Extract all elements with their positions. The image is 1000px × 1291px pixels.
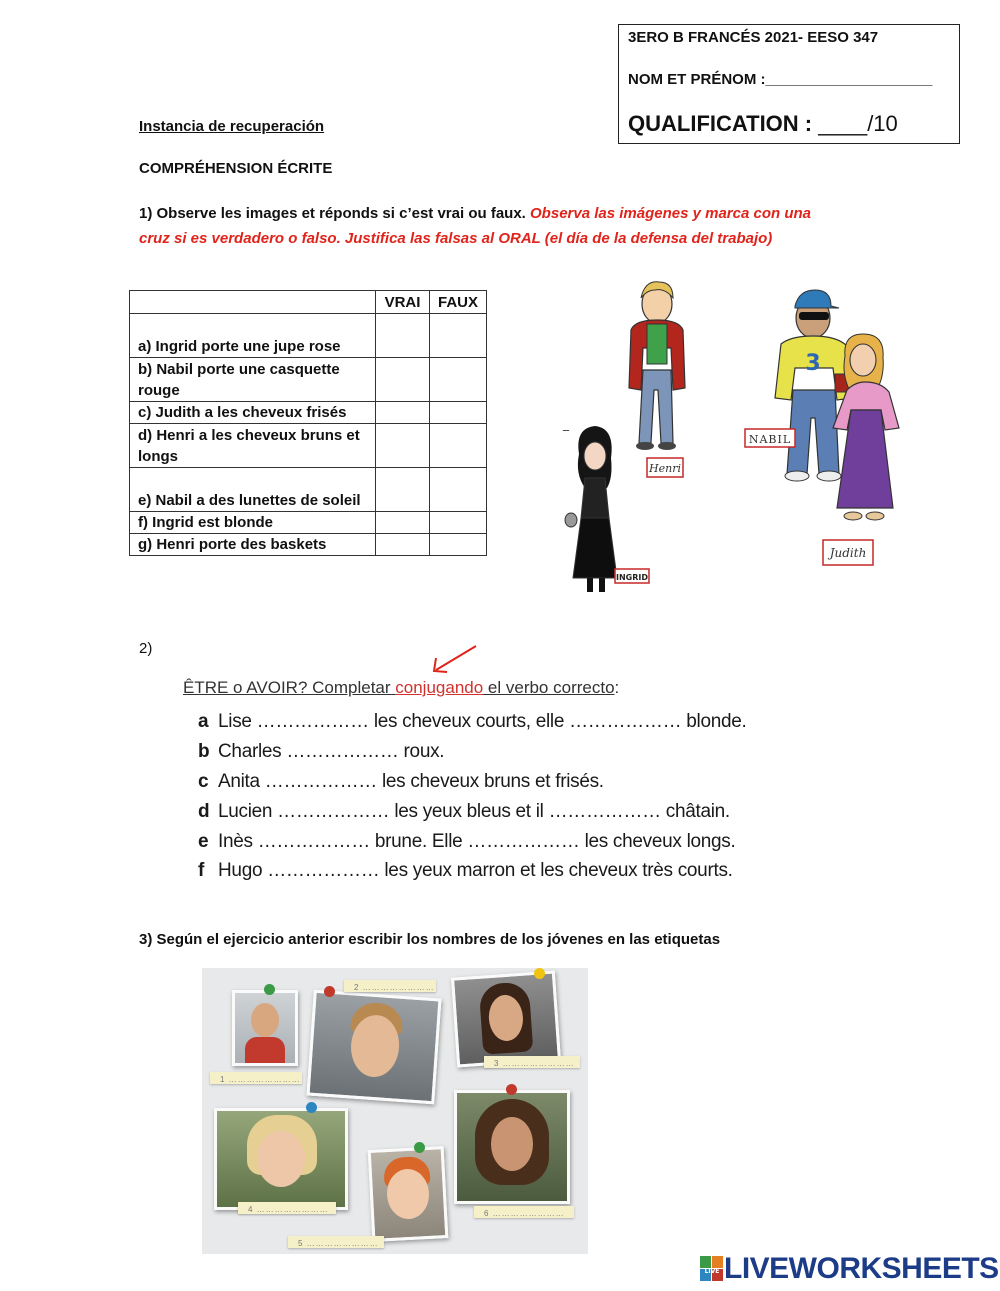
svg-text:_: _ (563, 417, 569, 431)
q2-letter: b (198, 741, 210, 762)
faux-cell-a[interactable] (430, 314, 487, 358)
faux-cell-c[interactable] (430, 402, 487, 424)
tag-number: 1 …………………… (220, 1075, 301, 1084)
faux-cell-e[interactable] (430, 468, 487, 512)
liveworksheets-logo (700, 1252, 999, 1286)
statement-f: f) Ingrid est blonde (130, 512, 376, 534)
name-tag-6[interactable] (474, 1206, 574, 1218)
q2-letter: c (198, 771, 209, 792)
true-false-table (129, 290, 487, 556)
q2-line-c[interactable] (198, 771, 604, 793)
faux-cell-g[interactable] (430, 534, 487, 556)
name-tag-2[interactable] (344, 980, 436, 992)
qualification-label: QUALIFICATION : (628, 111, 813, 136)
logo-badge-text: LIVE (704, 1268, 720, 1275)
q2-line-b[interactable] (198, 741, 444, 763)
tag-number: 5 …………………… (298, 1239, 379, 1248)
photo-6 (454, 1090, 570, 1204)
photo-4 (214, 1108, 348, 1210)
ingrid-label-tag (615, 569, 649, 583)
vrai-cell-c[interactable] (376, 402, 430, 424)
table-header-blank (130, 291, 376, 314)
q2-sentence: Lucien ……………… les yeux bleus et il ……………… châtain. (218, 801, 730, 822)
pin-icon (264, 984, 275, 995)
q2-number: 2) (139, 640, 153, 657)
vrai-cell-b[interactable] (376, 358, 430, 402)
logo-text: LIVEWORKSHEETS (724, 1252, 999, 1285)
q2-title-colon: : (614, 678, 620, 697)
q1-french: 1) Observe les images et réponds si c’est vrai ou faux. (139, 205, 526, 222)
faux-cell-b[interactable] (430, 358, 487, 402)
vrai-cell-d[interactable] (376, 424, 430, 468)
name-tag-5[interactable] (288, 1236, 384, 1248)
henri-label: Henri (649, 462, 681, 475)
photo-3 (451, 970, 561, 1067)
table-row (130, 512, 487, 534)
q2-sentence: Inès ……………… brune. Elle ……………… les cheveux longs. (218, 831, 736, 852)
table-row (130, 314, 487, 358)
q2-letter: a (198, 711, 209, 732)
col-vrai-header: VRAI (376, 291, 430, 314)
photo-1 (232, 990, 298, 1066)
nabil-label-tag (745, 429, 795, 447)
table-row (130, 424, 487, 468)
name-tag-1[interactable] (210, 1072, 302, 1084)
pin-icon (306, 1102, 317, 1113)
qualification-row (628, 111, 898, 137)
tag-number: 6 …………………… (484, 1209, 565, 1218)
q2-sentence: Lise ……………… les cheveux courts, elle ……………… blonde. (218, 711, 747, 732)
vrai-cell-e[interactable] (376, 468, 430, 512)
henri-label-tag (647, 458, 683, 477)
judith-label: Judith (829, 546, 867, 560)
qualification-blank[interactable]: ____/10 (818, 111, 898, 136)
table-row (130, 468, 487, 512)
pin-icon (324, 986, 335, 997)
faux-cell-f[interactable] (430, 512, 487, 534)
q3-title: 3) Según el ejercicio anterior escribir los nombres de los jóvenes en las etiquetas (139, 931, 721, 948)
nabil-label: NABIL (748, 433, 792, 446)
table-row (130, 402, 487, 424)
name-tag-3[interactable] (484, 1056, 580, 1068)
characters-illustration (555, 278, 935, 598)
course-label: 3ERO B FRANCÉS 2021- EESO 347 (628, 29, 879, 46)
q2-line-a[interactable] (198, 711, 747, 733)
statement-e: e) Nabil a des lunettes de soleil (130, 468, 376, 512)
q1-spanish-line2: cruz si es verdadero o falso. Justifica las falsas al ORAL (el día de la defensa del trabajo) (139, 230, 773, 247)
col-faux-header: FAUX (430, 291, 487, 314)
ingrid-figure (562, 417, 617, 592)
q2-line-d[interactable] (198, 801, 730, 823)
henri-figure (629, 282, 685, 450)
red-arrow-icon (430, 644, 480, 676)
statement-g: g) Henri porte des baskets (130, 534, 376, 556)
name-tag-4[interactable] (238, 1202, 336, 1214)
q2-letter: f (198, 860, 205, 881)
q2-title (183, 678, 619, 698)
pin-icon (506, 1084, 517, 1095)
photo-5 (368, 1146, 449, 1242)
vrai-cell-g[interactable] (376, 534, 430, 556)
q2-title-part2: el verbo correcto (483, 678, 615, 697)
table-row (130, 534, 487, 556)
statement-b: b) Nabil porte une casquette rouge (130, 358, 376, 402)
q2-sentence: Hugo ……………… les yeux marron et les cheveux très courts. (218, 860, 733, 881)
tag-number: 2 …………………… (354, 983, 435, 992)
q1-instructions (139, 201, 859, 251)
table-row (130, 358, 487, 402)
header-box (618, 24, 960, 144)
ingrid-label: INGRID (615, 573, 649, 582)
pin-icon (414, 1142, 425, 1153)
q2-title-conj: conjugando (395, 678, 484, 697)
svg-text:3: 3 (805, 351, 821, 376)
q2-title-part1: ÊTRE o AVOIR? Completar (183, 678, 396, 697)
vrai-cell-a[interactable] (376, 314, 430, 358)
section-title: COMPRÉHENSION ÉCRITE (139, 160, 333, 177)
vrai-cell-f[interactable] (376, 512, 430, 534)
tag-number: 4 …………………… (248, 1205, 329, 1214)
q2-sentence: Charles ……………… roux. (218, 741, 445, 762)
q2-line-f[interactable] (198, 860, 733, 882)
q2-line-e[interactable] (198, 831, 735, 853)
statement-c: c) Judith a les cheveux frisés (130, 402, 376, 424)
q1-spanish-line1: Observa las imágenes y marca con una (530, 205, 811, 222)
table-header-row (130, 291, 487, 314)
tag-number: 3 …………………… (494, 1059, 575, 1068)
statement-d: d) Henri a les cheveux bruns et longs (130, 424, 376, 468)
q2-letter: d (198, 801, 210, 822)
statement-a: a) Ingrid porte une jupe rose (130, 314, 376, 358)
photo-board (202, 968, 588, 1254)
pin-icon (534, 968, 545, 979)
faux-cell-d[interactable] (430, 424, 487, 468)
q2-letter: e (198, 831, 209, 852)
q2-sentence: Anita ……………… les cheveux bruns et frisés. (218, 771, 604, 792)
instance-title: Instancia de recuperación (139, 118, 325, 135)
logo-badge-icon (700, 1256, 724, 1282)
name-field-label[interactable]: NOM ET PRÉNOM :____________________ (628, 71, 933, 88)
judith-label-tag (823, 540, 873, 565)
photo-2 (306, 990, 441, 1105)
